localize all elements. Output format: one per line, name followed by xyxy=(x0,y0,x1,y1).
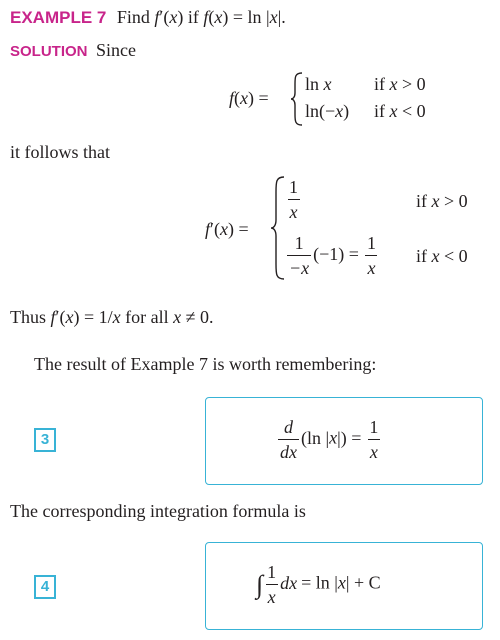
if-text: if xyxy=(416,191,432,211)
prime-mark: ′ xyxy=(159,7,164,27)
if-text: if xyxy=(416,246,432,266)
denominator: −x xyxy=(287,255,311,277)
piecewise-fprime-case2-cond xyxy=(416,246,468,267)
variable-x: x xyxy=(219,219,228,239)
ln-text: ln xyxy=(305,74,324,94)
left-brace-icon xyxy=(270,176,286,280)
piecewise-f-case2-cond xyxy=(374,101,426,122)
numerator: 1 xyxy=(369,417,379,437)
piecewise-f-case2-expr xyxy=(305,101,349,122)
thus-tail: for all xyxy=(120,307,174,327)
example-task-end: |. xyxy=(277,7,286,27)
if-text: if xyxy=(374,74,390,94)
variable-x: x xyxy=(323,74,332,94)
paren-close: ) xyxy=(343,101,350,121)
numerator: 1 xyxy=(289,177,298,197)
variable-f: f xyxy=(229,88,235,108)
if-text: if xyxy=(374,101,390,121)
variable-x: x xyxy=(389,101,398,121)
variable-x: x xyxy=(169,7,178,27)
example-task-rhs: = ln | xyxy=(232,7,270,27)
equation-number-4: 4 xyxy=(34,575,56,599)
piecewise-f-case1-cond xyxy=(374,74,426,95)
left-brace-icon xyxy=(290,72,304,126)
equals-sign: ) = xyxy=(227,219,249,239)
solution-text: Since xyxy=(96,40,136,60)
denominator: x xyxy=(365,255,377,277)
prime-mark: ′ xyxy=(55,307,60,327)
denominator: x xyxy=(266,584,278,606)
example-heading-line: EXAMPLE 7 Find f′(x) if f(x) = ln |x|. xyxy=(10,7,286,27)
integral-icon: ∫ xyxy=(256,569,264,599)
denominator: x xyxy=(368,439,380,461)
variable-x: x xyxy=(65,307,74,327)
numerator: 1 xyxy=(366,233,376,253)
variable-f: f xyxy=(205,219,211,239)
relation-text: > 0 xyxy=(397,74,426,94)
fraction xyxy=(287,234,311,277)
equation-number-3: 3 xyxy=(34,428,56,452)
formula-3-content xyxy=(278,418,380,461)
piecewise-fprime-lhs: f′(x) = xyxy=(205,219,249,239)
variable-f: f xyxy=(203,7,209,27)
relation-text: < 0 xyxy=(397,101,426,121)
piecewise-fprime-case1-frac xyxy=(287,178,300,221)
variable-x: x xyxy=(337,572,346,593)
fraction xyxy=(367,418,380,461)
multiplier-text: (−1) = xyxy=(313,243,359,264)
solution-label: SOLUTION xyxy=(10,43,88,60)
example-task-word: Find xyxy=(116,7,150,27)
example-task-f: f xyxy=(154,7,160,27)
integration-text: The corresponding integration formula is xyxy=(10,501,306,521)
thus-end: ≠ 0. xyxy=(181,307,214,327)
relation-text: > 0 xyxy=(439,191,468,211)
formula-body: (ln | xyxy=(301,427,330,448)
prime-mark: ′ xyxy=(210,219,214,239)
example-task-if: if xyxy=(187,7,199,27)
variable-x: x xyxy=(335,101,344,121)
formula-box-3 xyxy=(205,397,483,485)
fraction xyxy=(278,418,299,461)
fraction xyxy=(365,234,378,277)
numerator: 1 xyxy=(294,233,304,253)
denominator: dx xyxy=(278,439,299,461)
numerator: 1 xyxy=(267,562,277,582)
relation-text: < 0 xyxy=(439,246,468,266)
formula-body-close: |) = xyxy=(337,427,362,448)
example-label: EXAMPLE 7 xyxy=(10,8,107,27)
variable-x: x xyxy=(240,88,249,108)
piecewise-f-lhs: f(x) = xyxy=(229,88,269,108)
formula-4-content xyxy=(256,563,381,606)
piecewise-fprime-case1-cond xyxy=(416,191,468,212)
thus-rest: ) = 1/ xyxy=(73,307,113,327)
denominator: x xyxy=(288,199,300,221)
numerator: d xyxy=(284,417,293,437)
formula-rhs: = ln | xyxy=(301,572,338,593)
differential: dx xyxy=(280,572,298,593)
piecewise-f-case1-expr xyxy=(305,74,332,95)
variable-x: x xyxy=(431,191,440,211)
variable-x: x xyxy=(214,7,223,27)
fraction xyxy=(265,563,278,606)
thus-word: Thus xyxy=(10,307,46,327)
variable-x: x xyxy=(329,427,338,448)
follows-text: it follows that xyxy=(10,142,110,162)
fraction xyxy=(287,178,300,221)
variable-x: x xyxy=(112,307,121,327)
variable-x: x xyxy=(269,7,278,27)
variable-f: f xyxy=(50,307,56,327)
solution-line xyxy=(10,40,136,61)
ln-text: ln(− xyxy=(305,101,336,121)
formula-rhs-end: | + C xyxy=(345,572,381,593)
equals-sign: ) = xyxy=(248,88,269,108)
variable-x: x xyxy=(389,74,398,94)
remember-text: The result of Example 7 is worth remembering: xyxy=(34,354,377,374)
variable-x: x xyxy=(431,246,440,266)
thus-line: Thus f′(x) = 1/x for all x ≠ 0. xyxy=(10,307,214,327)
piecewise-fprime-case2-expr xyxy=(287,234,378,277)
variable-x: x xyxy=(173,307,182,327)
formula-box-4 xyxy=(205,542,483,630)
